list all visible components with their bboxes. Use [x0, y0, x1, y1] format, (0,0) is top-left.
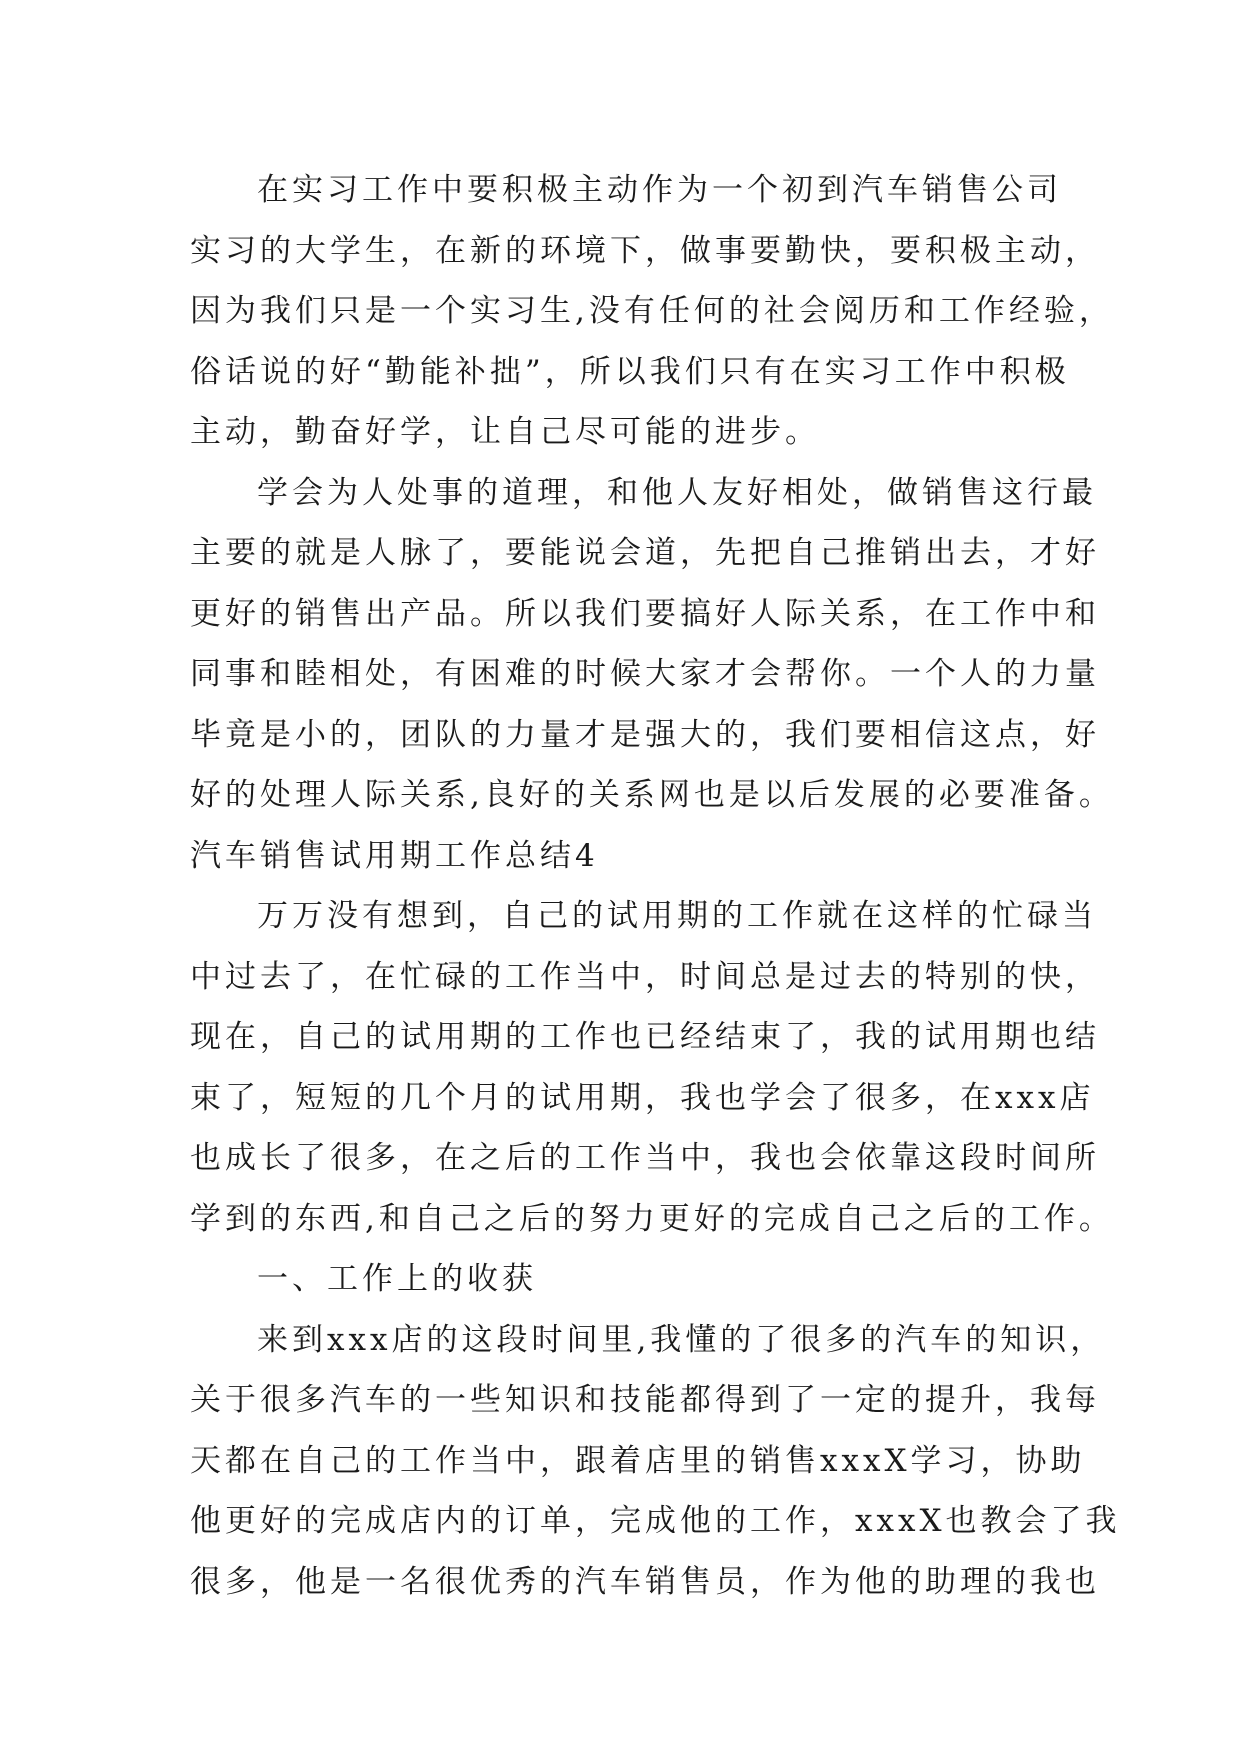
- subsection-heading: 一、工作上的收获: [257, 1261, 537, 1297]
- section-title: 汽车销售试用期工作总结4: [190, 837, 599, 874]
- paragraph-line: 他更好的完成店内的订单，完成他的工作，xxxX也教会了我: [190, 1503, 1121, 1539]
- paragraph-line: 学到的东西,和自己之后的努力更好的完成自己之后的工作。: [190, 1200, 1114, 1237]
- paragraph-line: 因为我们只是一个实习生,没有任何的社会阅历和工作经验，: [190, 293, 1114, 329]
- paragraph-line: 毕竟是小的，团队的力量才是强大的，我们要相信这点，好: [190, 716, 1100, 753]
- paragraph-line: 同事和睦相处，有困难的时候大家才会帮你。一个人的力量: [190, 656, 1100, 692]
- paragraph-line: 俗话说的好“勤能补拙”，所以我们只有在实习工作中积极: [190, 353, 1070, 390]
- paragraph-line: 束了，短短的几个月的试用期，我也学会了很多，在xxx店: [190, 1079, 1095, 1116]
- paragraph-line: 更好的销售出产品。所以我们要搞好人际关系，在工作中和: [190, 595, 1100, 632]
- paragraph-line: 中过去了，在忙碌的工作当中，时间总是过去的特别的快，: [190, 958, 1100, 995]
- paragraph-line: 也成长了很多，在之后的工作当中，我也会依靠这段时间所: [190, 1140, 1100, 1176]
- document-body: [190, 160, 1121, 1612]
- paragraph-line: 很多，他是一名很优秀的汽车销售员，作为他的助理的我也: [190, 1563, 1100, 1600]
- paragraph-line: 主动，勤奋好学，让自己尽可能的进步。: [190, 414, 820, 450]
- paragraph-line: 好的处理人际关系,良好的关系网也是以后发展的必要准备。: [190, 777, 1114, 813]
- paragraph-line: 主要的就是人脉了，要能说会道，先把自己推销出去，才好: [190, 535, 1100, 571]
- paragraph-line: 现在，自己的试用期的工作也已经结束了，我的试用期也结: [190, 1019, 1100, 1055]
- paragraph-line: 学会为人处事的道理，和他人友好相处，做销售这行最: [257, 474, 1097, 511]
- paragraph-line: 关于很多汽车的一些知识和技能都得到了一定的提升，我每: [190, 1382, 1100, 1418]
- paragraph-line: 来到xxx店的这段时间里,我懂的了很多的汽车的知识，: [257, 1321, 1106, 1358]
- paragraph-line: 天都在自己的工作当中，跟着店里的销售xxxX学习，协助: [190, 1442, 1086, 1479]
- paragraph-line: 实习的大学生，在新的环境下，做事要勤快，要积极主动，: [190, 232, 1100, 269]
- paragraph-line: 在实习工作中要积极主动作为一个初到汽车销售公司: [257, 172, 1062, 208]
- paragraph-line: 万万没有想到，自己的试用期的工作就在这样的忙碌当: [257, 898, 1097, 934]
